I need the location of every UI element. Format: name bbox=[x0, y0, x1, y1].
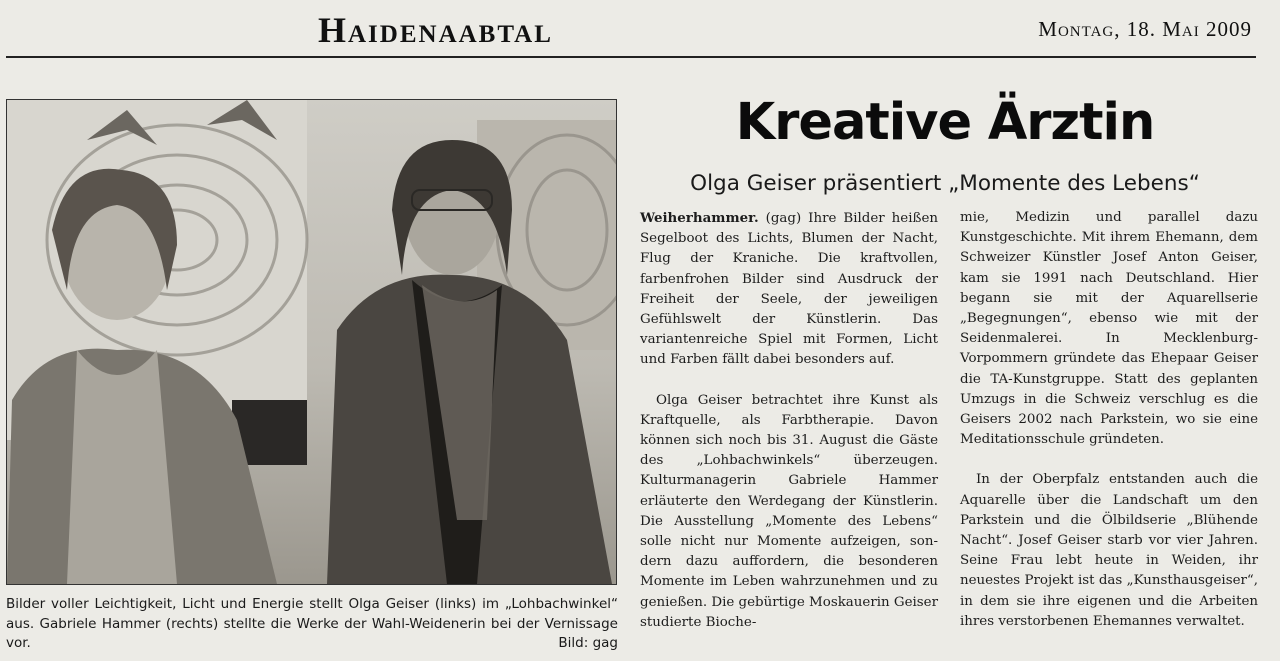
photo-caption bbox=[6, 595, 618, 654]
paragraph-text: (gag) Ihre Bilder heißen Segelboot des Lichts, Blumen der Nacht, Flug der Kraniche. Die kraftvollen, farbenfrohen Bilder sind Ausdruck der Freiheit der Seele, der jeweiligen Gefühlswelt der Künstlerin. Das variantenreiche Spiel mit Formen, Licht und Farben fällt dabei besonders auf. bbox=[640, 211, 938, 368]
issue-date: Montag, 18. Mai 2009 bbox=[1038, 17, 1252, 41]
section-title: Haidenaabtal bbox=[318, 10, 553, 50]
caption-text: Bilder voller Leichtigkeit, Licht und Energie stellt Olga Geiser (links) im „Lohbachwinkel“ aus. Gabriele Hammer (rechts) stellte die Werke der Wahl-Weidenerin bei der Vernissage vor. bbox=[6, 596, 618, 651]
dateline: Weiherhammer. bbox=[640, 210, 759, 226]
article-column-2 bbox=[960, 208, 1258, 632]
paragraph: mie, Medizin und parallel dazu Kunstgeschichte. Mit ihrem Ehemann, dem Schweizer Künstler Josef Anton Geiser, kam sie 1991 nach Deutschland. Hier begann sie mit der Aquarellserie „Begegnungen“, ebenso wie mit der Seidenmalerei. In Mecklenburg-Vorpommern gründete das Ehepaar Geiser die TA-Kunstgruppe. Statt des geplanten Umzugs in die Schweiz verschlug es die Geisers 2002 nach Parkstein, wo sie eine Meditationsschule gründeten. bbox=[960, 210, 1258, 448]
article-column-1 bbox=[640, 208, 938, 633]
header-rule bbox=[6, 56, 1256, 58]
paragraph: In der Oberpfalz entstanden auch die Aquarelle über die Landschaft um den Parkstein und die Ölbildserie „Blühende Nacht“. Josef Geiser starb vor vier Jahren. Seine Frau lebt heute in Weiden, ihr neuestes Projekt ist das „Kunsthausgeiser“, in dem sie ihre eigenen und die Arbeiten ihres verstorbenen Ehemannes verwaltet. bbox=[960, 472, 1258, 629]
photo-credit: Bild: gag bbox=[558, 635, 618, 651]
paragraph: Olga Geiser betrachtet ihre Kunst als Kraftquelle, als Farbtherapie. Davon können sich noch bis 31. August die Gäste des „Lohbachwinkels“ überzeugen. Kulturmanagerin Gabriele Hammer erläuterte den Werdegang der Künstlerin. Die Ausstellung „Momente des Lebens“ solle nicht nur Momente aufzeigen, sondern dazu auffordern, die besonderen Momente im Leben wahrzunehmen und zu genießen. Die gebürtige Moskauerin Geiser studierte Bioche- bbox=[640, 392, 939, 630]
paragraph bbox=[640, 208, 938, 371]
article-subheadline: Olga Geiser präsentiert „Momente des Lebens“ bbox=[690, 171, 1200, 196]
article-headline: Kreative Ärztin bbox=[735, 93, 1155, 152]
article-photo bbox=[6, 99, 617, 585]
photo-illustration bbox=[7, 100, 616, 584]
